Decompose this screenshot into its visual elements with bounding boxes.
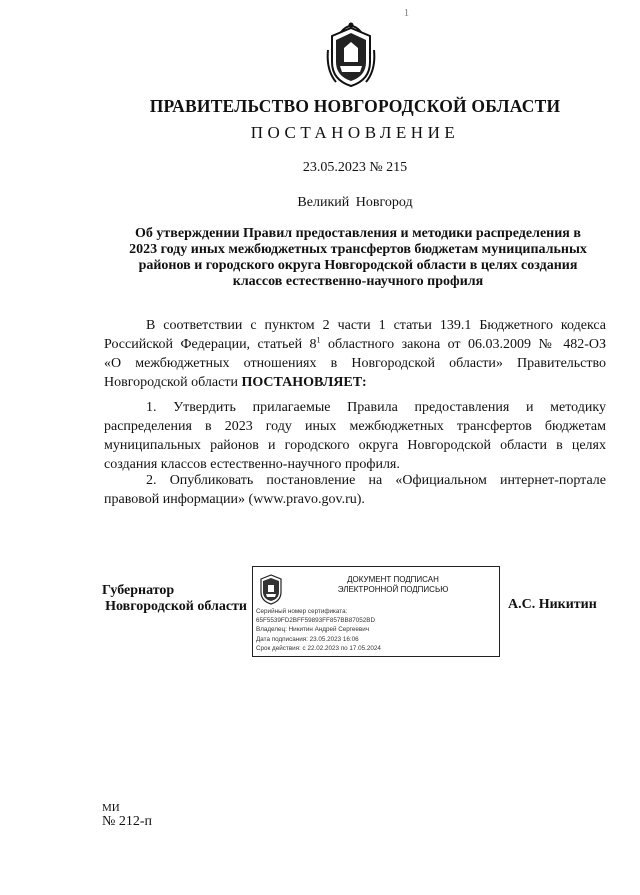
signer-position [102,583,247,615]
stamp-detail-line: 65F5539FD2BFF59893FF857BB87052BD [256,617,376,625]
text-line: распределения в 2023 году иных межбюджетных трансфертов бюджетам [104,419,606,434]
coat-of-arms-icon [259,573,283,605]
stamp-title-line: ЭЛЕКТРОННОЙ ПОДПИСЬЮ [337,585,449,594]
subject-line: классов естественно-научного профиля [232,274,484,289]
stamp-detail-line: Владелец: Никитин Андрей Сергеевич [256,626,370,634]
document-date-number: 23.05.2023 № 215 [302,160,408,175]
document-city: Великий Новгород [297,195,413,210]
text-line: муниципальных районов и городского округа Новгородской области в целях [104,438,606,453]
stamp-detail-line: Серийный номер сертификата: [256,608,348,615]
subject-line: районов и городского округа Новгородской области в целях создания [138,258,578,273]
signer-name: А.С. Никитин [508,597,597,612]
stamp-detail-line: Дата подписания: 23.05.2023 16:06 [256,635,359,643]
text-line: Российской Федерации, статьей $8^1$ областного закона от 06.03.2009 № 482-ОЗ [104,335,606,352]
executor-initials: МИ [102,802,120,814]
signer-position-line: Губернатор [102,583,175,598]
electronic-signature-stamp [252,566,500,657]
text-line: создания классов естественно-научного профиля. [104,457,400,472]
government-title: ПРАВИТЕЛЬСТВО НОВГОРОДСКОЙ ОБЛАСТИ [149,96,561,116]
stamp-title [293,575,493,595]
stamp-details [256,607,496,653]
text-line: Новгородской области ПОСТАНОВЛЯЕТ: [104,375,367,390]
text-line: В соответствии с пунктом 2 части 1 статьи 139.1 Бюджетного кодекса [146,318,606,333]
item-1-paragraph [104,398,606,474]
stamp-detail-line: Срок действия: с 22.02.2023 по 17.05.2024 [256,644,381,652]
stamp-title-line: ДОКУМЕНТ ПОДПИСАН [347,575,439,584]
superscript: 1 [316,335,321,345]
item-2-paragraph [104,471,606,509]
preamble-paragraph [104,316,606,392]
subject-line: Об утверждении Правил предоставления и методики распределения в [135,226,581,241]
registry-number: № 212-п [102,814,153,829]
text-line: «О межбюджетных отношениях в Новгородской области» Правительство [104,356,606,371]
text-line: 1. Утвердить прилагаемые Правила предоставления и методику [146,400,606,415]
document-type: ПОСТАНОВЛЕНИЕ [250,123,460,142]
coat-of-arms-icon [326,22,376,90]
page-number: 1 [404,8,409,19]
signer-position-line: Новгородской области [105,599,247,614]
text-line: правовой информации» (www.pravo.gov.ru). [104,492,365,507]
resolution-keyword: ПОСТАНОВЛЯЕТ: [241,375,367,390]
document-subject [110,226,606,290]
subject-line: 2023 году иных межбюджетных трансфертов бюджетам муниципальных [129,242,587,257]
text-line: 2. Опубликовать постановление на «Официальном интернет-портале [146,473,606,488]
